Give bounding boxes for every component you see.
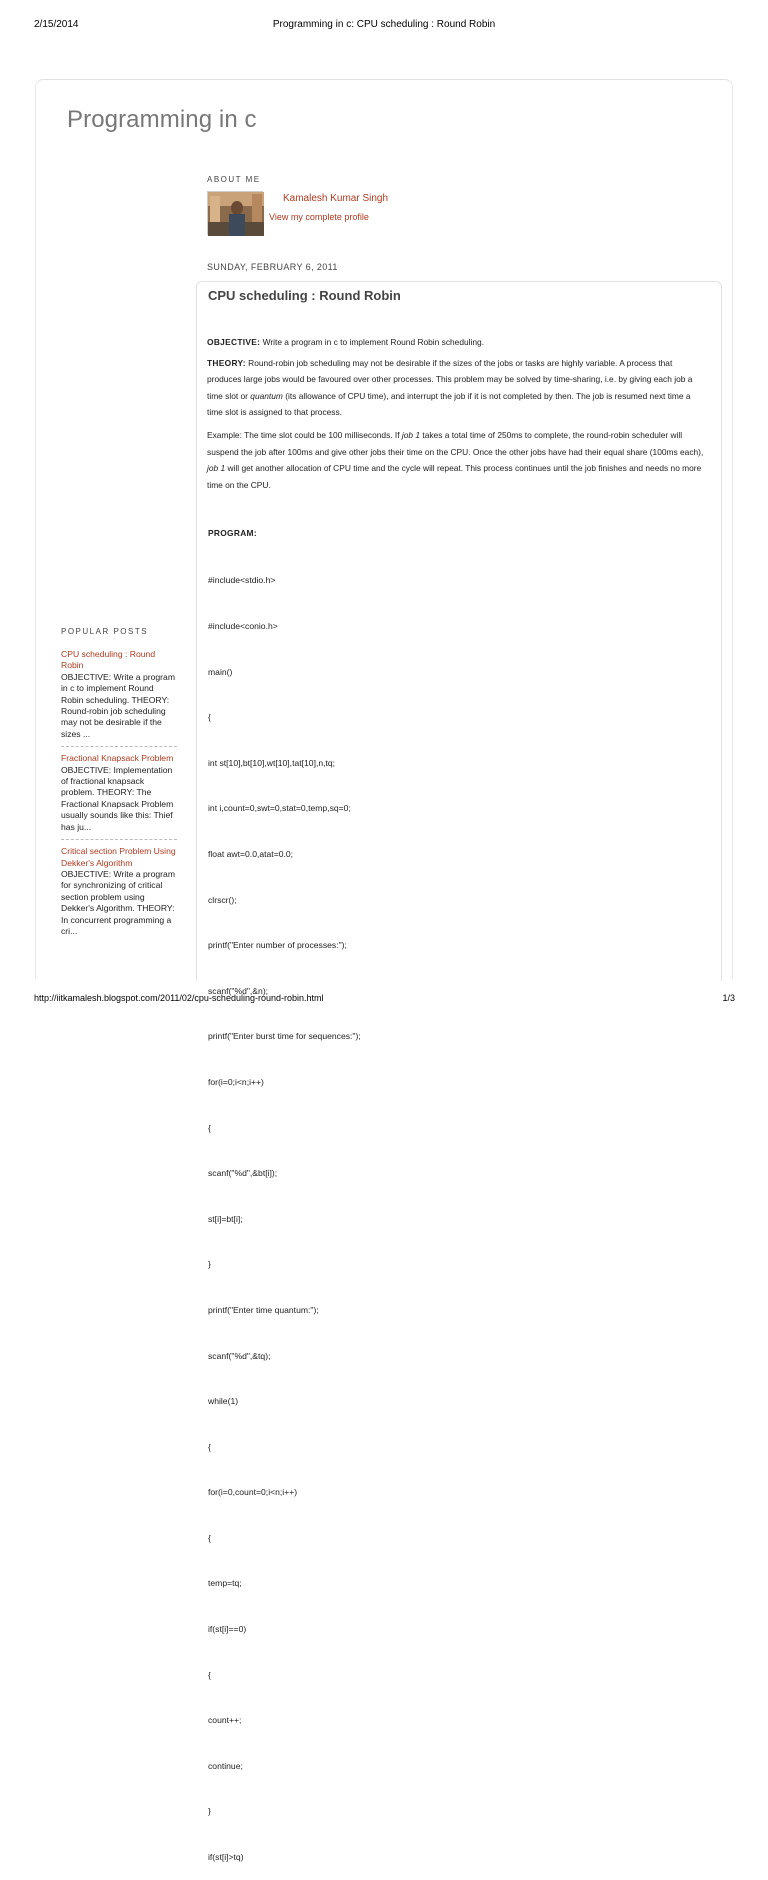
popular-post-link[interactable]: Critical section Problem Using Dekker's Algorithm: [61, 846, 176, 868]
about-me-heading: ABOUT ME: [207, 175, 261, 184]
theory-paragraph: [207, 355, 707, 421]
code-line: continue;: [208, 1760, 243, 1771]
example-text-1: Example: The time slot could be 100 milliseconds. If: [207, 429, 402, 440]
code-line: printf("Enter burst time for sequences:");: [208, 1031, 361, 1042]
code-line: {: [208, 1669, 211, 1680]
code-line: if(st[i]==0): [208, 1624, 247, 1635]
theory-text-2: (its allowance of CPU time), and interrupt the job if it is not completed by then. The job is resumed next time a time slot is assigned to that process.: [207, 390, 691, 418]
popular-post-snippet: OBJECTIVE: Write a program in c to implement Round Robin scheduling. THEORY: Round-robin job scheduling may not be desirable if the sizes ...: [61, 671, 175, 739]
post-date: SUNDAY, FEBRUARY 6, 2011: [207, 262, 338, 272]
code-line: scanf("%d",&bt[i]);: [208, 1168, 278, 1179]
code-line: scanf("%d",&n);: [208, 985, 269, 996]
popular-post-link[interactable]: CPU scheduling : Round Robin: [61, 649, 156, 671]
objective-paragraph: [207, 334, 707, 351]
profile-name-link[interactable]: Kamalesh Kumar Singh: [283, 193, 389, 204]
code-line: if(st[i]>tq): [208, 1852, 244, 1863]
code-block: [208, 543, 608, 1880]
popular-post-item: [61, 649, 177, 747]
print-page-title: Programming in c: CPU scheduling : Round Robin: [272, 19, 496, 30]
program-label: PROGRAM:: [208, 528, 257, 538]
code-line: for(i=0,count=0;i<n;i++): [208, 1487, 298, 1498]
code-line: int st[10],bt[10],wt[10],tat[10],n,tq;: [208, 757, 336, 768]
code-line: clrscr();: [208, 894, 237, 905]
print-footer: [0, 993, 768, 1007]
popular-post-snippet: OBJECTIVE: Implementation of fractional knapsack problem. THEORY: The Fractional Knapsack Problem usually sounds like this: Thief has ju...: [61, 764, 174, 832]
print-page-number: 1/3: [722, 993, 735, 1003]
popular-posts-list: [61, 649, 177, 949]
print-url: http://iitkamalesh.blogspot.com/2011/02/cpu-scheduling-round-robin.html: [34, 993, 324, 1003]
code-line: }: [208, 1806, 211, 1817]
blog-title[interactable]: Programming in c: [67, 106, 257, 133]
theory-text-1: Round-robin job scheduling may not be desirable if the sizes of the jobs or tasks are highly variable. A process that produces large jobs would be favoured over other processes. This problem may be solved by time-sharing, i.e. by giving each job a time slot or: [207, 357, 693, 401]
code-line: {: [208, 1441, 211, 1452]
code-line: for(i=0;i<n;i++): [208, 1076, 264, 1087]
theory-label: THEORY:: [207, 357, 246, 368]
objective-label: OBJECTIVE:: [207, 337, 261, 347]
code-line: scanf("%d",&tq);: [208, 1350, 271, 1361]
code-line: while(1): [208, 1396, 239, 1407]
code-line: printf("Enter number of processes:");: [208, 940, 347, 951]
profile-avatar[interactable]: [207, 191, 263, 235]
popular-post-link[interactable]: Fractional Knapsack Problem: [61, 753, 174, 764]
post-body: [207, 334, 707, 493]
code-line: {: [208, 1122, 211, 1133]
popular-post-item: [61, 753, 177, 840]
objective-text: Write a program in c to implement Round Robin scheduling.: [260, 337, 485, 347]
code-line: {: [208, 1532, 211, 1543]
example-text-2: takes a total time of 250ms to complete, the round-robin scheduler will suspend the job after 100ms and give other jobs their time on the CPU. Once the other jobs have had their equal share (100ms each),: [207, 429, 704, 457]
code-line: printf("Enter time quantum:");: [208, 1304, 319, 1315]
example-job1-b: job 1: [207, 463, 226, 474]
popular-post-item: [61, 846, 177, 943]
theory-quantum: quantum: [250, 390, 283, 401]
code-line: #include<stdio.h>: [208, 575, 276, 586]
print-date: 2/15/2014: [34, 19, 79, 30]
code-line: {: [208, 712, 211, 723]
popular-post-snippet: OBJECTIVE: Write a program for synchronizing of critical section problem using Dekker's Algorithm. THEORY: In concurrent programming a cri...: [61, 868, 175, 936]
code-line: st[i]=bt[i];: [208, 1213, 243, 1224]
code-line: count++;: [208, 1715, 242, 1726]
example-text-3: will get another allocation of CPU time and the cycle will repeat. This process continues until the job finishes and needs no more time on the CPU.: [207, 463, 702, 490]
print-header: [0, 19, 768, 33]
code-line: temp=tq;: [208, 1578, 242, 1589]
view-profile-link[interactable]: View my complete profile: [269, 212, 369, 222]
post-title[interactable]: CPU scheduling : Round Robin: [208, 288, 401, 303]
code-line: float awt=0.0,atat=0.0;: [208, 848, 294, 859]
code-line: main(): [208, 666, 233, 677]
code-line: int i,count=0,swt=0,stat=0,temp,sq=0;: [208, 803, 351, 814]
code-line: }: [208, 1259, 211, 1270]
example-job1-a: job 1: [401, 429, 421, 440]
popular-posts-heading: POPULAR POSTS: [61, 627, 149, 636]
code-line: #include<conio.h>: [208, 621, 278, 631]
example-paragraph: [207, 427, 707, 493]
